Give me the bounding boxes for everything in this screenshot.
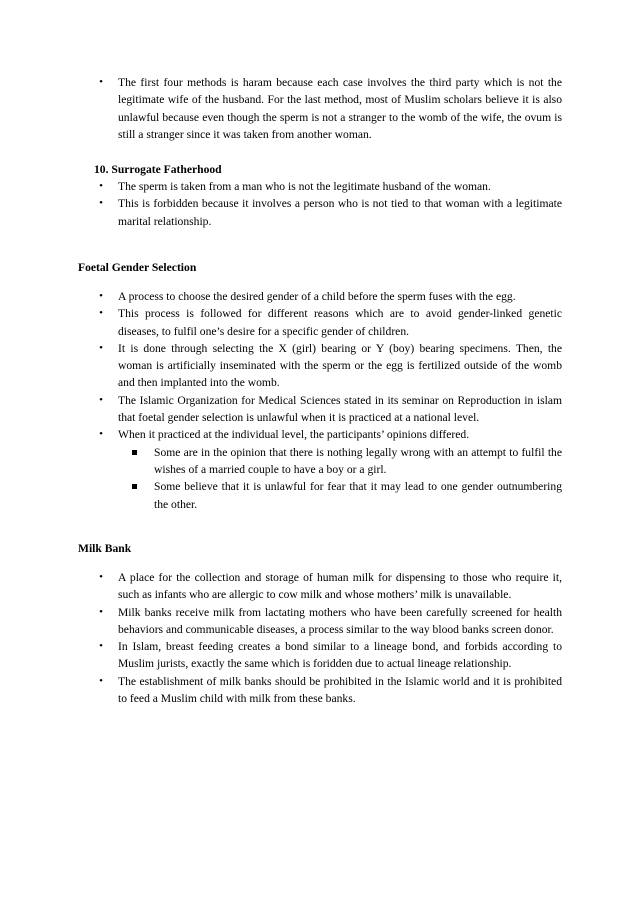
foetal-bullet-list (78, 288, 562, 513)
list-item: • This process is followed for different reasons which are to avoid gender-linked genetic diseases, to fulfil one’s desire for a specific gender of children. (78, 305, 562, 340)
section-heading-surrogate-fatherhood: 10. Surrogate Fatherhood (94, 163, 222, 176)
surrogate-bullet-list (78, 178, 562, 230)
list-item: • When it practiced at the individual level, the participants’ opinions differed. Some are in the opinion that there is nothing legally wrong with an attempt to fulfil the wishes of a married couple to have a boy or a girl. Some believe that it is unlawful for fear that it may lead to one gender outnumbering the other. (78, 426, 562, 512)
bullet-icon: • (99, 290, 103, 302)
list-item: • This is forbidden because it involves a person who is not tied to that woman with a legitimate marital relationship. (78, 195, 562, 230)
foetal-sub-list (118, 444, 562, 513)
square-bullet-icon (132, 484, 137, 489)
sub-list-item: Some believe that it is unlawful for fear that it may lead to one gender outnumbering the other. (118, 478, 562, 513)
bullet-icon: • (99, 674, 103, 687)
bullet-icon: • (99, 307, 103, 320)
bullet-icon: • (99, 180, 103, 192)
list-item: • The establishment of milk banks should be prohibited in the Islamic world and it is prohibited to feed a Muslim child with milk from these banks. (78, 673, 562, 708)
list-item: • It is done through selecting the X (girl) bearing or Y (boy) bearing specimens. Then, the woman is artificially inseminated with the sperm or the egg is fertilized outside of the womb and then implanted into the womb. (78, 340, 562, 392)
list-item: • The first four methods is haram because each case involves the third party which is not the legitimate wife of the husband. For the last method, most of Muslim scholars believe it is also unlawful because even though the sperm is not a stranger to the womb of the wife, the ovum is still a stranger since it was taken from another woman. (78, 74, 562, 143)
list-item: • A place for the collection and storage of human milk for dispensing to those who require it, such as infants who are allergic to cow milk and whose mothers’ milk is unavailable. (78, 569, 562, 604)
intro-bullet-list (78, 74, 562, 143)
list-item: • A process to choose the desired gender of a child before the sperm fuses with the egg. (78, 288, 562, 305)
bullet-icon: • (99, 428, 103, 441)
list-item: • The Islamic Organization for Medical Sciences stated in its seminar on Reproduction in islam that foetal gender selection is unlawful when it is practiced at a national level. (78, 392, 562, 427)
bullet-icon: • (99, 393, 103, 406)
bullet-icon: • (99, 341, 103, 354)
bullet-icon: • (99, 76, 103, 88)
list-item: • In Islam, breast feeding creates a bond similar to a lineage bond, and forbids according to Muslim jurists, exactly the same which is foridden due to actual lineage relationship. (78, 638, 562, 673)
section-heading-foetal-gender-selection: Foetal Gender Selection (78, 261, 197, 274)
list-item: • The sperm is taken from a man who is not the legitimate husband of the woman. (78, 178, 562, 195)
section-heading-milk-bank: Milk Bank (78, 542, 132, 555)
bullet-icon: • (99, 605, 103, 618)
square-bullet-icon (132, 450, 137, 455)
bullet-icon: • (99, 571, 103, 583)
list-item: • Milk banks receive milk from lactating mothers who have been carefully screened for health behaviors and communicable diseases, a process similar to the way blood banks screen donor. (78, 604, 562, 639)
milk-bullet-list (78, 569, 562, 707)
sub-list-item: Some are in the opinion that there is nothing legally wrong with an attempt to fulfil the wishes of a married couple to have a boy or a girl. (118, 444, 562, 479)
bullet-icon: • (99, 197, 103, 210)
bullet-icon: • (99, 640, 103, 653)
